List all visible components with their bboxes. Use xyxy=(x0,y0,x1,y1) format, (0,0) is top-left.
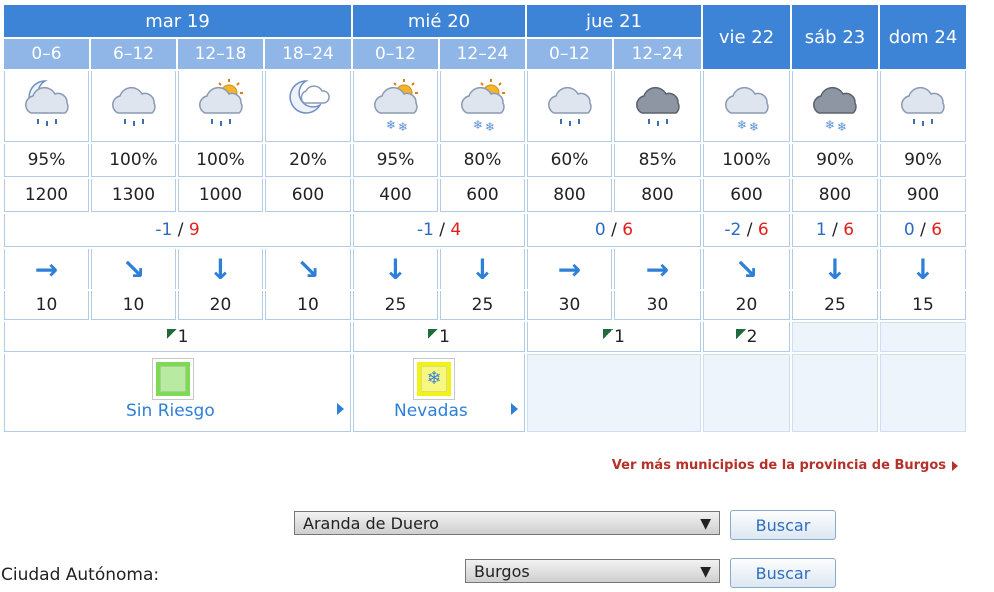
temp-min: 0 xyxy=(903,220,915,240)
municipio-select-value: Aranda de Duero xyxy=(303,514,439,533)
snow-level: 1300 xyxy=(91,179,176,212)
snow-level: 800 xyxy=(527,179,612,212)
wind-direction-cell xyxy=(614,249,701,289)
cloud-rain-icon xyxy=(104,120,164,139)
wind-speed: 10 xyxy=(4,291,89,320)
dropdown-arrow-icon: ▼ xyxy=(700,564,711,580)
temp-separator: / xyxy=(611,220,617,240)
period-header: 0–12 xyxy=(527,39,612,69)
weather-icon-cell xyxy=(880,71,966,142)
temp-min: 0 xyxy=(594,220,606,240)
weather-icon-cell xyxy=(91,71,176,142)
cloud-snow-icon xyxy=(717,120,777,139)
ciudad-autonoma-label: Ciudad Autónoma: xyxy=(1,565,160,585)
risk-label: Sin Riesgo xyxy=(126,400,215,421)
temp-separator: / xyxy=(177,220,184,240)
snow-level: 900 xyxy=(880,179,966,212)
empty-cell xyxy=(880,322,966,352)
warning-level: 2 xyxy=(746,326,758,347)
svg-text:❄: ❄ xyxy=(472,118,483,132)
wind-southeast-arrow-icon: ↘ xyxy=(121,252,146,286)
precip-probability: 90% xyxy=(792,144,878,177)
wind-speed: 20 xyxy=(703,291,790,320)
wind-direction-cell xyxy=(703,249,790,289)
risk-indicator xyxy=(414,359,454,399)
wind-direction-cell xyxy=(178,249,263,289)
snow-level: 600 xyxy=(703,179,790,212)
svg-text:❄: ❄ xyxy=(825,118,836,132)
wind-speed: 15 xyxy=(880,291,966,320)
wind-direction-cell xyxy=(353,249,438,289)
ciudad-select[interactable] xyxy=(465,559,720,583)
warning-level-cell xyxy=(4,322,351,352)
wind-direction-cell xyxy=(527,249,612,289)
wind-direction-cell xyxy=(265,249,351,289)
day-header: dom 24 xyxy=(880,5,966,69)
temperature-cell xyxy=(4,214,351,247)
more-municipalities-link[interactable] xyxy=(612,458,958,473)
temp-separator: / xyxy=(832,220,838,240)
snow-level: 600 xyxy=(440,179,525,212)
svg-text:❄: ❄ xyxy=(748,120,759,134)
svg-text:❄: ❄ xyxy=(397,120,408,134)
warning-level: 1 xyxy=(177,326,189,347)
municipio-select[interactable] xyxy=(294,511,720,535)
precip-probability: 95% xyxy=(4,144,89,177)
period-header: 0–6 xyxy=(4,39,89,69)
precip-probability: 100% xyxy=(178,144,263,177)
wind-speed: 10 xyxy=(91,291,176,320)
svg-text:❄: ❄ xyxy=(385,118,396,132)
dark-cloud-rain-icon xyxy=(628,120,688,139)
wind-speed: 25 xyxy=(353,291,438,320)
wind-south-arrow-icon: ↓ xyxy=(208,252,233,286)
temp-max: 6 xyxy=(931,220,943,240)
temperature-cell xyxy=(527,214,701,247)
moon-cloud-icon xyxy=(278,120,338,139)
wind-direction-cell xyxy=(792,249,878,289)
weather-icon-cell xyxy=(4,71,89,142)
precip-probability: 100% xyxy=(91,144,176,177)
snow-level: 800 xyxy=(792,179,878,212)
temp-min: -2 xyxy=(724,220,742,240)
snow-level: 1000 xyxy=(178,179,263,212)
wind-speed: 20 xyxy=(178,291,263,320)
dropdown-arrow-icon: ▼ xyxy=(700,516,711,532)
ciudad-select-value: Burgos xyxy=(474,562,530,581)
more-link-label: Ver más municipios de la provincia de Burgos xyxy=(611,458,946,473)
svg-text:❄: ❄ xyxy=(837,120,848,134)
cloud-rain-icon xyxy=(540,120,600,139)
risk-cell[interactable] xyxy=(4,354,351,432)
empty-square-icon xyxy=(160,366,186,392)
snowflake-icon: ❄ xyxy=(421,366,447,392)
wind-south-arrow-icon: ↓ xyxy=(383,252,408,286)
precip-probability: 95% xyxy=(353,144,438,177)
moon-cloud-rain-icon xyxy=(17,120,77,139)
wind-east-arrow-icon: → xyxy=(557,252,582,286)
warning-level-cell xyxy=(353,322,525,352)
sun-cloud-snow-icon xyxy=(366,120,426,139)
temp-max: 9 xyxy=(188,220,200,240)
snow-level: 800 xyxy=(614,179,701,212)
weather-icon-cell xyxy=(614,71,701,142)
wind-speed: 30 xyxy=(614,291,701,320)
empty-cell xyxy=(880,354,966,432)
day-header: mié 20 xyxy=(353,5,525,37)
sun-cloud-snow-icon xyxy=(453,120,513,139)
risk-indicator xyxy=(153,359,193,399)
svg-text:❄: ❄ xyxy=(484,120,495,134)
precip-probability: 80% xyxy=(440,144,525,177)
period-header: 12–24 xyxy=(614,39,701,69)
temperature-cell xyxy=(353,214,525,247)
temperature-cell xyxy=(792,214,878,247)
wind-east-arrow-icon: → xyxy=(645,252,670,286)
snow-level: 1200 xyxy=(4,179,89,212)
risk-label: Nevadas xyxy=(394,400,468,421)
wind-speed: 30 xyxy=(527,291,612,320)
temp-separator: / xyxy=(746,220,753,240)
chevron-right-icon xyxy=(337,403,344,415)
period-header: 0–12 xyxy=(353,39,438,69)
temp-max: 6 xyxy=(843,220,855,240)
wind-south-arrow-icon: ↓ xyxy=(911,252,935,286)
period-header: 18–24 xyxy=(265,39,351,69)
buscar-button[interactable]: Buscar xyxy=(730,510,836,540)
risk-cell[interactable] xyxy=(353,354,525,432)
temp-min: 1 xyxy=(815,220,827,240)
weather-icon-cell xyxy=(440,71,525,142)
empty-cell xyxy=(703,354,790,432)
empty-cell xyxy=(527,354,701,432)
precip-probability: 60% xyxy=(527,144,612,177)
warning-level: 1 xyxy=(614,326,625,347)
period-header: 12–18 xyxy=(178,39,263,69)
temperature-cell xyxy=(880,214,966,247)
empty-cell xyxy=(792,354,878,432)
weather-icon-cell xyxy=(178,71,263,142)
forecast-table xyxy=(2,3,968,434)
warning-level-cell xyxy=(703,322,790,352)
snow-level: 600 xyxy=(265,179,351,212)
weather-icon-cell xyxy=(527,71,612,142)
wind-south-arrow-icon: ↓ xyxy=(470,252,495,286)
temp-separator: / xyxy=(920,220,926,240)
period-header: 12–24 xyxy=(440,39,525,69)
temp-min: -1 xyxy=(416,220,434,240)
empty-cell xyxy=(792,322,878,352)
wind-direction-cell xyxy=(440,249,525,289)
wind-speed: 10 xyxy=(265,291,351,320)
wind-south-arrow-icon: ↓ xyxy=(823,252,847,286)
chevron-right-icon xyxy=(511,403,518,415)
chevron-right-icon xyxy=(952,461,958,471)
warning-level-cell xyxy=(527,322,701,352)
weather-icon-cell xyxy=(353,71,438,142)
day-header: vie 22 xyxy=(703,5,790,69)
cloud-rain-icon xyxy=(893,120,953,139)
temp-max: 4 xyxy=(450,220,462,240)
weather-icon-cell xyxy=(703,71,790,142)
precip-probability: 100% xyxy=(703,144,790,177)
buscar-button-2[interactable]: Buscar xyxy=(730,558,836,588)
day-header: sáb 23 xyxy=(792,5,878,69)
snow-level: 400 xyxy=(353,179,438,212)
wind-direction-cell xyxy=(4,249,89,289)
svg-text:❄: ❄ xyxy=(736,118,747,132)
wind-southeast-arrow-icon: ↘ xyxy=(296,252,320,286)
day-header: jue 21 xyxy=(527,5,701,37)
warning-level: 1 xyxy=(439,326,450,347)
precip-probability: 85% xyxy=(614,144,701,177)
sun-cloud-rain-icon xyxy=(191,120,251,139)
dark-cloud-snow-icon xyxy=(805,120,865,139)
wind-speed: 25 xyxy=(792,291,878,320)
temp-separator: / xyxy=(439,220,445,240)
day-header: mar 19 xyxy=(4,5,351,37)
temperature-cell xyxy=(703,214,790,247)
weather-icon-cell xyxy=(265,71,351,142)
period-header: 6–12 xyxy=(91,39,176,69)
wind-speed: 25 xyxy=(440,291,525,320)
flag-icon xyxy=(167,329,177,339)
temp-max: 6 xyxy=(622,220,634,240)
temp-max: 6 xyxy=(757,220,769,240)
temp-min: -1 xyxy=(155,220,173,240)
wind-direction-cell xyxy=(880,249,966,289)
precip-probability: 20% xyxy=(265,144,351,177)
flag-icon xyxy=(736,329,746,339)
wind-direction-cell xyxy=(91,249,176,289)
precip-probability: 90% xyxy=(880,144,966,177)
weather-icon-cell xyxy=(792,71,878,142)
flag-icon xyxy=(603,329,613,339)
wind-east-arrow-icon: → xyxy=(34,252,59,286)
wind-southeast-arrow-icon: ↘ xyxy=(734,252,759,286)
flag-icon xyxy=(428,329,438,339)
